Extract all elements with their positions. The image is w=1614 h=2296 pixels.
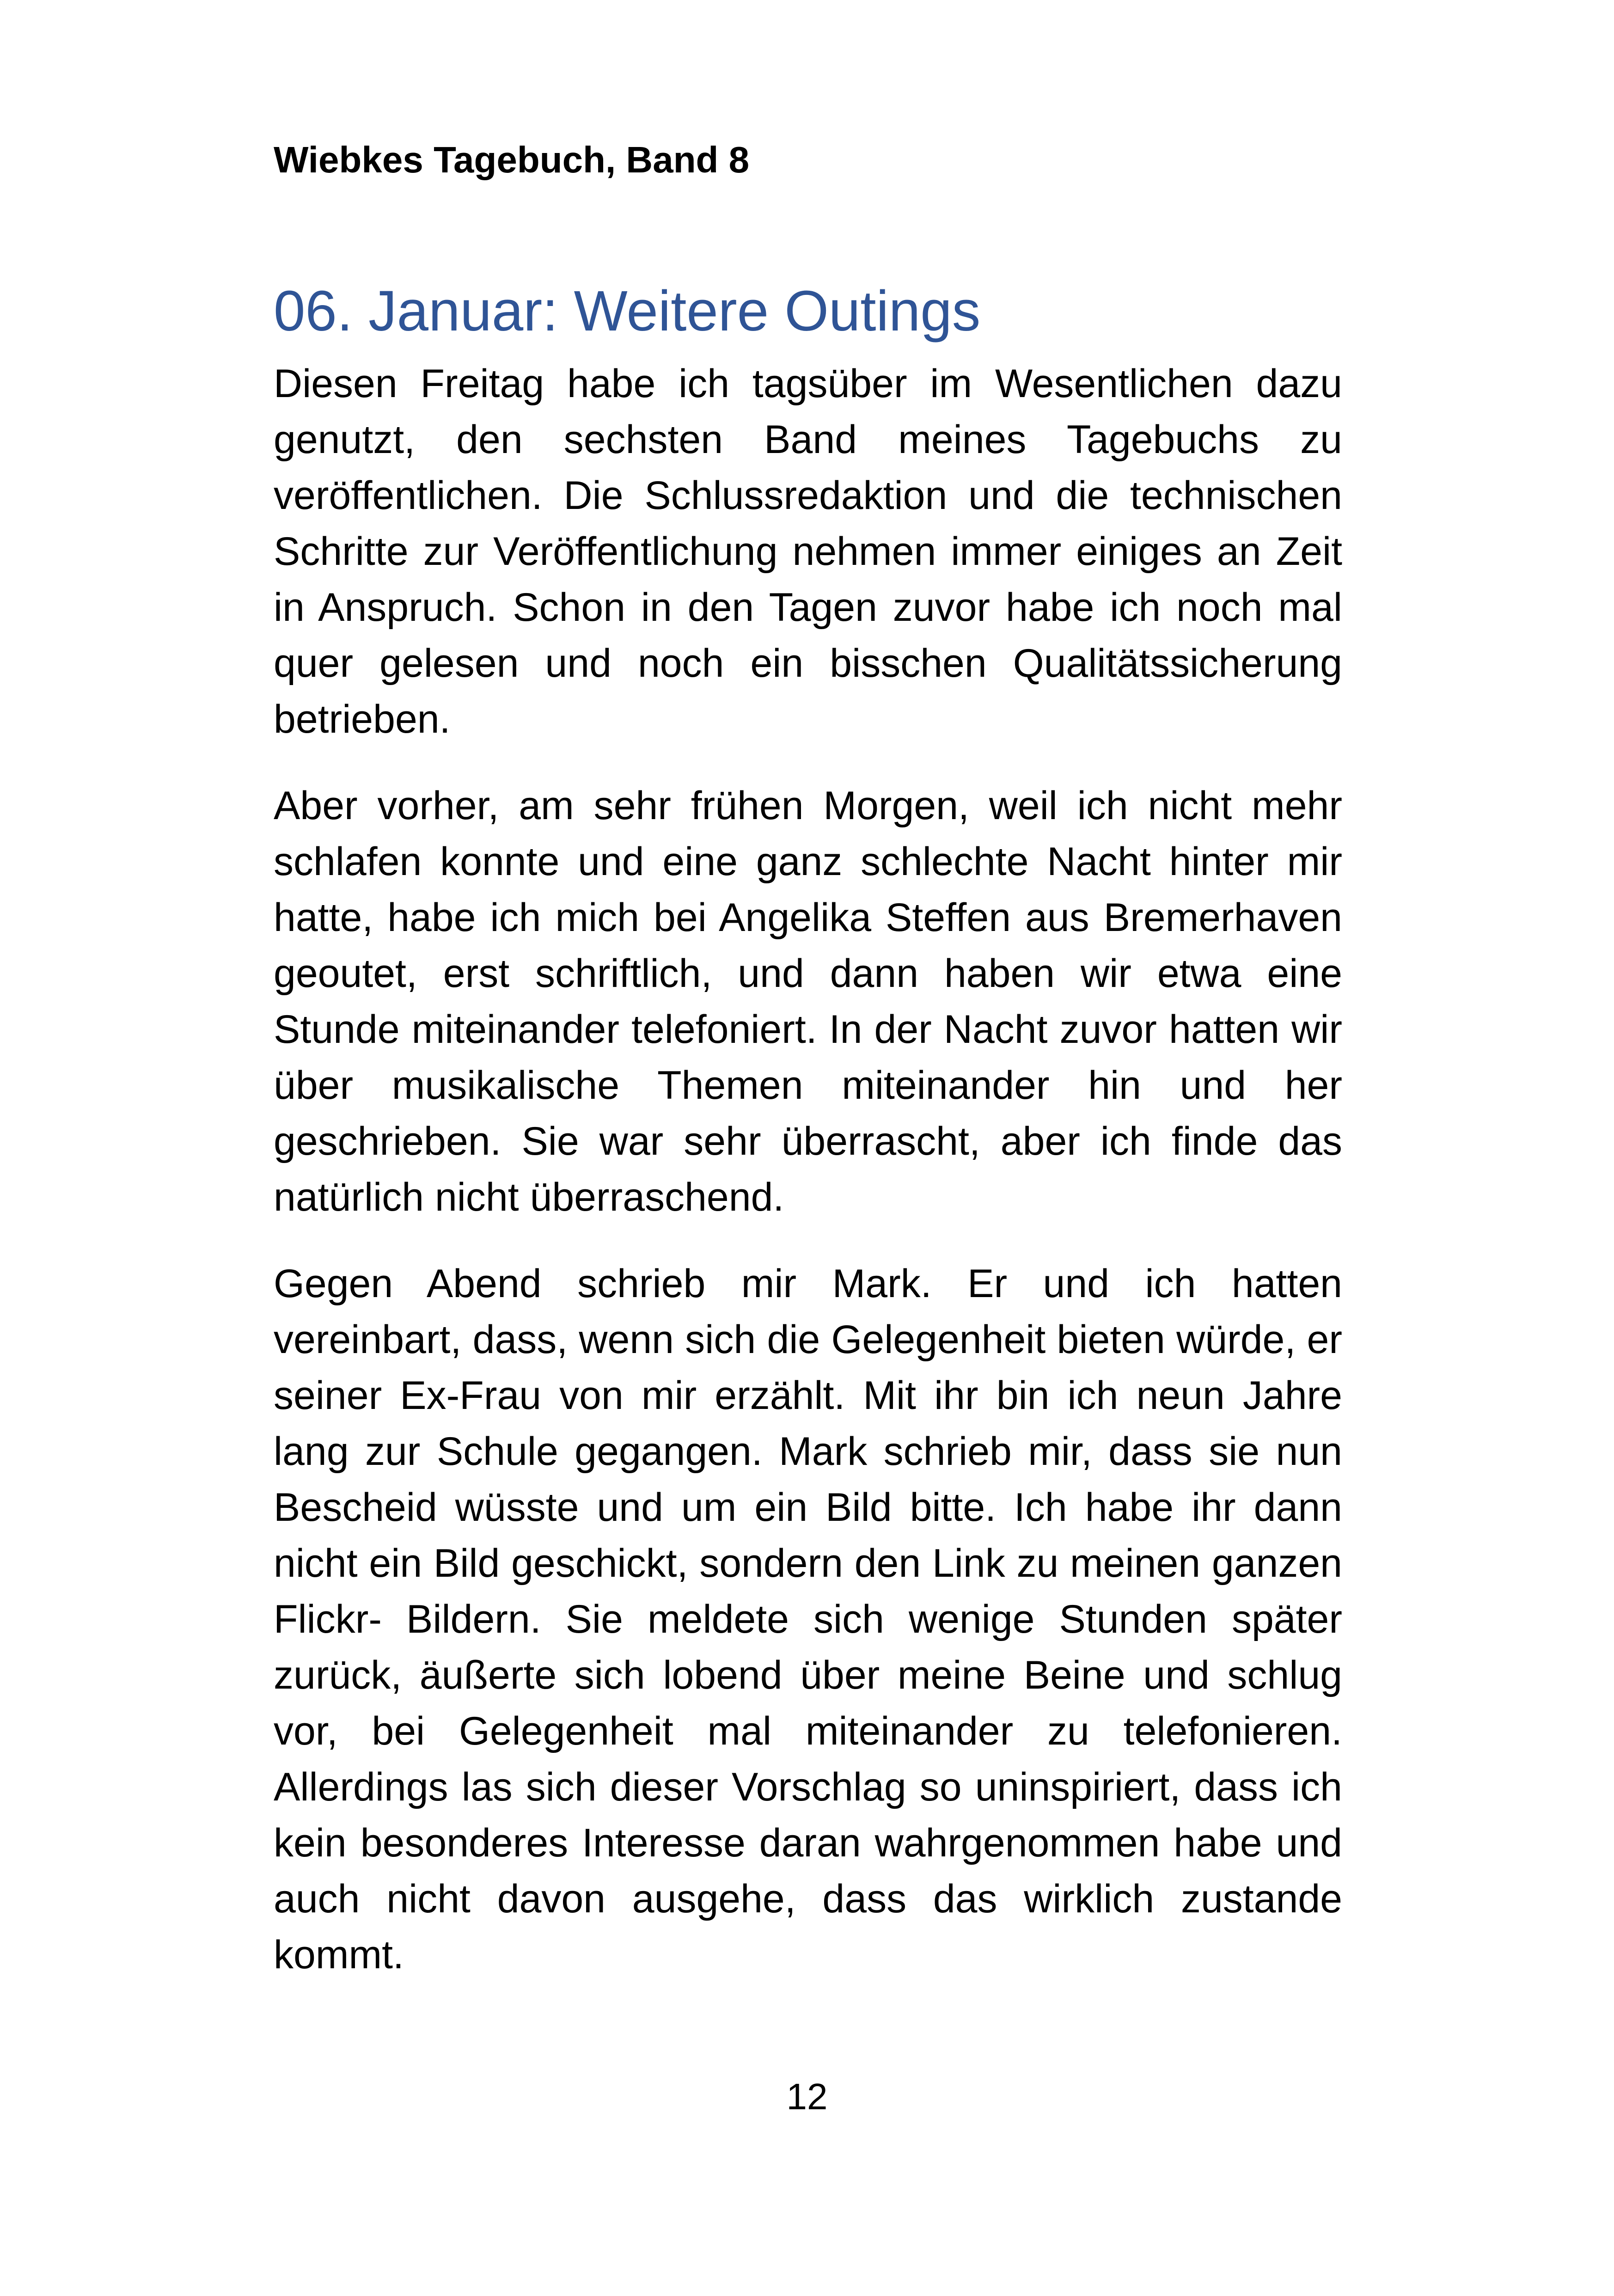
running-header: Wiebkes Tagebuch, Band 8 xyxy=(274,139,750,180)
page-number: 12 xyxy=(786,2076,828,2117)
paragraph-1: Diesen Freitag habe ich tagsüber im Wesentlichen dazu genutzt, den sechsten Band meines Tagebuchs zu veröffentlichen. Die Schlussredaktion und die technischen Schritte zur Veröffentlichung nehmen immer einiges an Zeit in Anspruch. Schon in den Tagen zuvor habe ich noch mal quer gelesen und noch ein bisschen Qualitätssicherung betrieben. xyxy=(274,361,1342,741)
paragraph-3: Gegen Abend schrieb mir Mark. Er und ich hatten vereinbart, dass, wenn sich die Gelegenheit bieten würde, er seiner Ex-Frau von mir erzählt. Mit ihr bin ich neun Jahre lang zur Schule gegangen. Mark schrieb mir, dass sie nun Bescheid wüsste und um ein Bild bitte. Ich habe ihr dann nicht ein Bild geschickt, sondern den Link zu meinen ganzen Flickr- Bildern. Sie meldete sich wenige Stunden später zurück, äußerte sich lobend über meine Beine und schlug vor, bei Gelegenheit mal miteinander zu telefonieren. Allerdings las sich dieser Vorschlag so uninspiriert, dass ich kein besonderes Interesse daran wahrgenommen habe und auch nicht davon ausgehe, dass das wirklich zustande kommt. xyxy=(274,1261,1342,1977)
paragraph-2: Aber vorher, am sehr frühen Morgen, weil ich nicht mehr schlafen konnte und eine ganz schlechte Nacht hinter mir hatte, habe ich mich bei Angelika Steffen aus Bremerhaven geoutet, erst schriftlich, und dann haben wir etwa eine Stunde miteinander telefoniert. In der Nacht zuvor hatten wir über musikalische Themen miteinander hin und her geschrieben. Sie war sehr überrascht, aber ich finde das natürlich nicht überraschend. xyxy=(274,784,1342,1219)
body-text xyxy=(274,356,1342,2014)
chapter-title: 06. Januar: Weitere Outings xyxy=(274,280,981,343)
